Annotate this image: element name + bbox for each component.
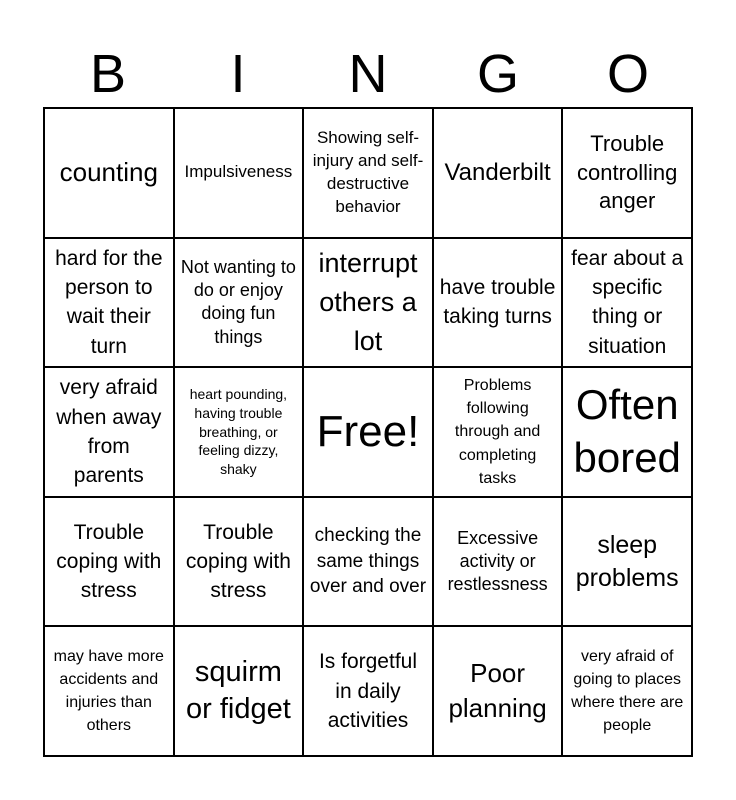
bingo-cell: hard for the person to wait their turn — [44, 238, 174, 368]
free-space: Free! — [303, 367, 433, 497]
bingo-cell: Trouble coping with stress — [174, 497, 304, 627]
bingo-cell: Vanderbilt — [433, 108, 563, 238]
header-letter-g: G — [476, 44, 519, 104]
bingo-cell: heart pounding, having trouble breathing, or feeling dizzy, shaky — [174, 367, 304, 497]
bingo-header — [43, 40, 693, 108]
bingo-cell: Is forgetful in daily activities — [303, 626, 433, 756]
bingo-cell: Impulsiveness — [174, 108, 304, 238]
bingo-cell: Problems following through and completing tasks — [433, 367, 563, 497]
bingo-cell: Often bored — [562, 367, 692, 497]
header-letter-o: O — [606, 44, 649, 104]
bingo-cell: interrupt others a lot — [303, 238, 433, 368]
header-letter-n: N — [348, 44, 388, 104]
bingo-cell: squirm or fidget — [174, 626, 304, 756]
bingo-cell: Excessive activity or restlessness — [433, 497, 563, 627]
bingo-cell: Not wanting to do or enjoy doing fun things — [174, 238, 304, 368]
bingo-cell: checking the same things over and over — [303, 497, 433, 627]
bingo-cell: fear about a specific thing or situation — [562, 238, 692, 368]
bingo-cell: sleep problems — [562, 497, 692, 627]
header-letter-i: I — [230, 44, 246, 104]
bingo-cell: Trouble controlling anger — [562, 108, 692, 238]
bingo-cell: very afraid of going to places where there are people — [562, 626, 692, 756]
bingo-cell: Poor planning — [433, 626, 563, 756]
bingo-cell: have trouble taking turns — [433, 238, 563, 368]
bingo-board — [43, 107, 693, 757]
bingo-cell: very afraid when away from parents — [44, 367, 174, 497]
bingo-cell: Showing self-injury and self-destructive behavior — [303, 108, 433, 238]
bingo-cell: Trouble coping with stress — [44, 497, 174, 627]
header-letter-b: B — [89, 44, 127, 104]
bingo-cell: may have more accidents and injuries than others — [44, 626, 174, 756]
bingo-cell: counting — [44, 108, 174, 238]
